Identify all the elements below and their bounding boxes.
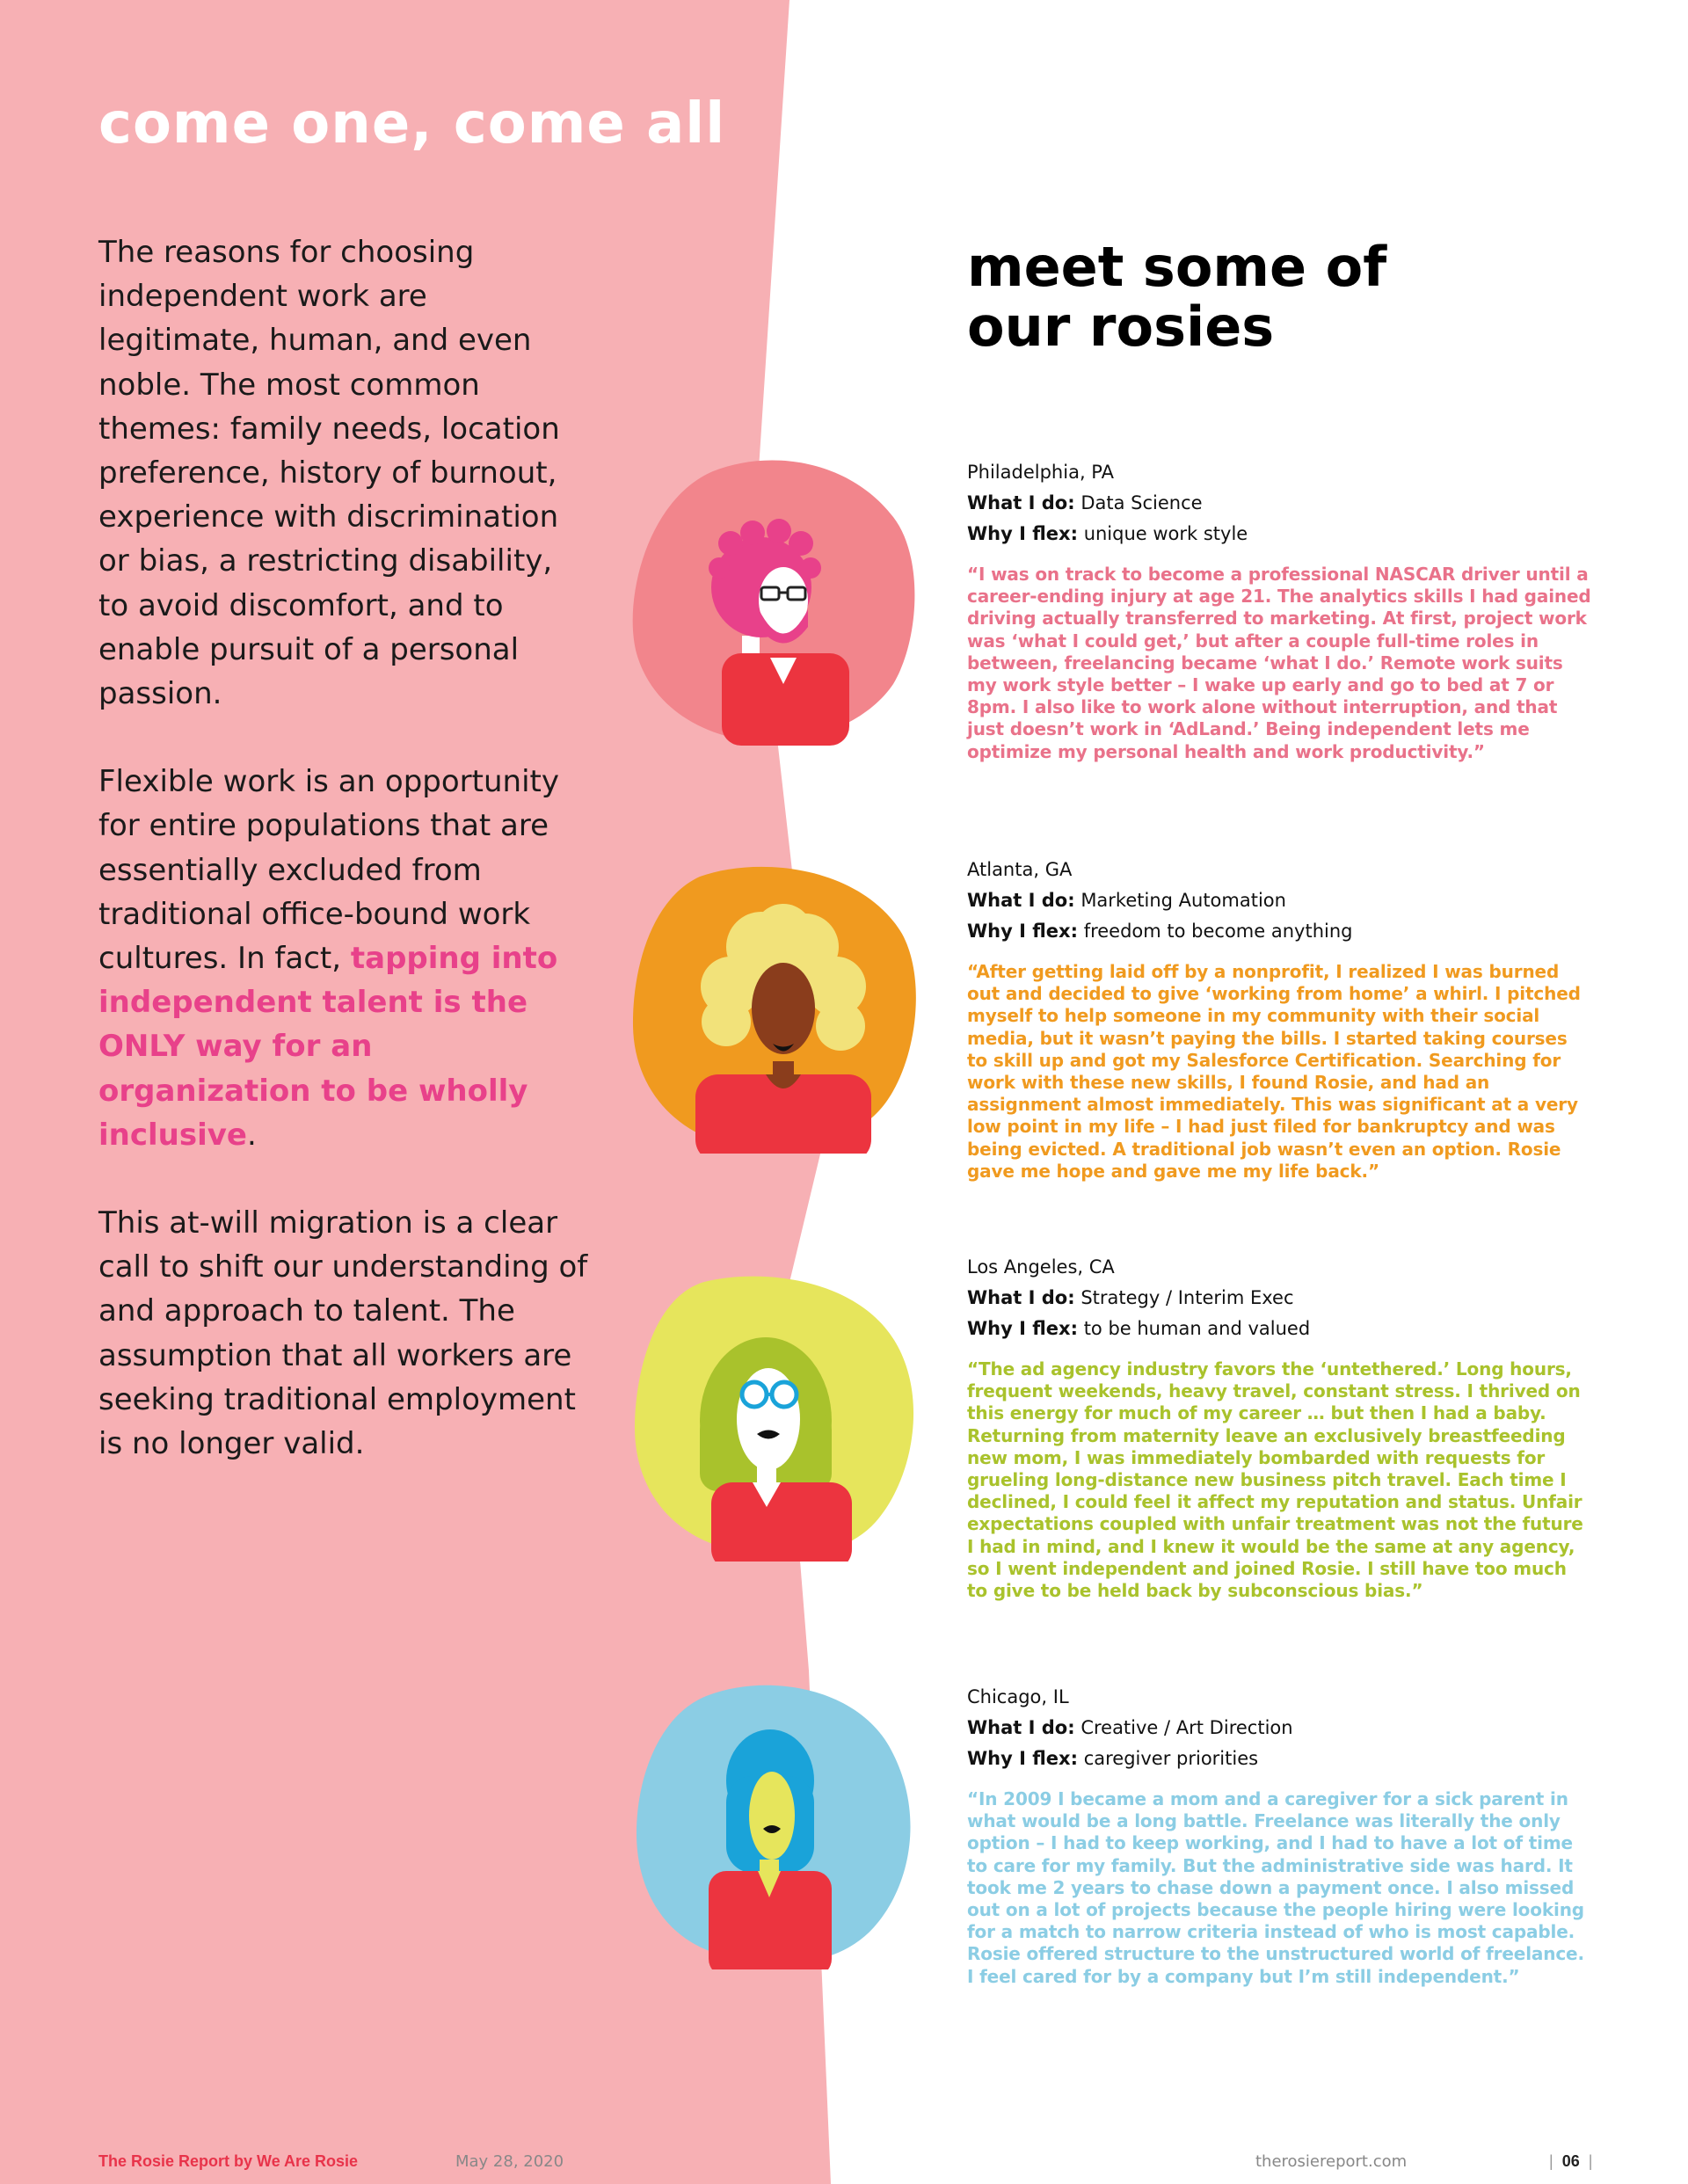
why-label: Why I flex: [967, 1748, 1078, 1769]
page-divider-right: | [1588, 2152, 1593, 2170]
why-label: Why I flex: [967, 523, 1078, 544]
page-number: 06 [1561, 2152, 1580, 2170]
profile-card-chicago [967, 1682, 1591, 1988]
profile-quote: “After getting laid off by a nonprofit, I realized I was burned out and decided to give ‘working from home’ a whirl. I pitched myself to help someone in my community with their social media, but it wasn’t paying the bills. I started taking courses to skill up and got my Salesforce Certification. Searching for work with these new skills, I found Rosie, and had an assignment almost immediately. This was significant at a very low point in my life – I had just filed for bankruptcy and was being evicted. A traditional job wasn’t even an option. Rosie gave me hope and gave me my life back.” [967, 961, 1581, 1182]
why-label: Why I flex: [967, 1318, 1078, 1339]
profile-quote: “In 2009 I became a mom and a caregiver for a sick parent in what would be a long battle. Freelance was literally the only option – I had to keep working, and I had to have a lot of time to care for my family. But the administrative side was hard. It took me 2 years to chase down a payment once. I also missed out on a lot of projects because the people hiring were looking for a match to narrow criteria instead of who is most capable. Rosie offered structure to the unstructured world of freelance. I feel cared for by a company but I’m still independent.” [967, 1788, 1584, 1987]
profile-what-i-do [967, 1713, 1591, 1744]
profile-why-i-flex [967, 916, 1591, 947]
profile-location: Chicago, IL [967, 1686, 1069, 1707]
footer-site-link[interactable]: therosiereport.com [1255, 2152, 1408, 2171]
intro-text [98, 230, 591, 1510]
profile-card-atlanta [967, 855, 1591, 1183]
what-label: What I do: [967, 492, 1075, 513]
what-value: Marketing Automation [1080, 890, 1286, 911]
what-label: What I do: [967, 1717, 1075, 1738]
page-divider-left: | [1549, 2152, 1553, 2170]
avatar-orange-curly-hair-woman-icon [629, 863, 920, 1154]
profile-card-los-angeles [967, 1252, 1591, 1602]
footer-date: May 28, 2020 [455, 2152, 564, 2171]
footer-page-number [1540, 2152, 1601, 2173]
profile-what-i-do [967, 488, 1591, 519]
why-value: freedom to become anything [1083, 921, 1353, 942]
what-value: Data Science [1080, 492, 1203, 513]
avatar-pink-bearded-man-icon [629, 455, 920, 746]
why-value: unique work style [1083, 523, 1248, 544]
avatar-yellow-glasses-woman-icon [629, 1271, 920, 1562]
inclusion-highlight: tapping into independent talent is the ONLY way for an organization to be wholly inclusive [98, 941, 558, 1153]
what-label: What I do: [967, 890, 1075, 911]
section-title: meet some of our rosies [967, 235, 1387, 359]
profile-what-i-do [967, 885, 1591, 916]
footer-brand: The Rosie Report by We Are Rosie [98, 2152, 359, 2170]
intro-paragraph-2-text: Flexible work is an opportunity for entire populations that are essentially excluded from traditional office-bound work cultures. In fact, [98, 764, 559, 977]
profile-quote: “The ad agency industry favors the ‘untethered.’ Long hours, frequent weekends, heavy travel, constant stress. I thrived on this energy for much of my career … but then I had a baby. Returning from maternity leave an exclusively breastfeeding new mom, I was immediately bombarded with requests for grueling long-distance new business pitch travel. Each time I declined, I could feel it affect my reputation and status. Unfair expectations coupled with unfair treatment was not the future I had in mind, and I knew it would be the same at any agency, so I went independent and joined Rosie. I still have too much to give to be held back by subconscious bias.” [967, 1358, 1583, 1602]
why-value: caregiver priorities [1083, 1748, 1259, 1769]
profile-card-philadelphia [967, 457, 1591, 763]
intro-paragraph-2-end: . [247, 1117, 257, 1153]
page-title: come one, come all [98, 91, 726, 157]
profile-location: Los Angeles, CA [967, 1256, 1115, 1278]
profile-why-i-flex [967, 519, 1591, 550]
why-label: Why I flex: [967, 921, 1078, 942]
profile-what-i-do [967, 1283, 1591, 1314]
intro-paragraph-1: The reasons for choosing independent work are legitimate, human, and even noble. The most common themes: family needs, location preference, history of burnout, experience with discrimination or bias, a restricting disability, to avoid discomfort, and to enable pursuit of a personal passion. [98, 235, 560, 712]
profile-location: Philadelphia, PA [967, 462, 1114, 483]
why-value: to be human and valued [1083, 1318, 1311, 1339]
profile-why-i-flex [967, 1314, 1591, 1344]
profile-why-i-flex [967, 1744, 1591, 1774]
what-value: Creative / Art Direction [1080, 1717, 1293, 1738]
what-value: Strategy / Interim Exec [1080, 1287, 1294, 1308]
profile-location: Atlanta, GA [967, 859, 1073, 880]
intro-paragraph-3: This at-will migration is a clear call to shift our understanding of and approach to talent. The assumption that all workers are seeking traditional employment is no longer valid. [98, 1205, 588, 1462]
profile-quote: “I was on track to become a professional NASCAR driver until a career-ending injury at age 21. The analytics skills I had gained driving actually transferred to marketing. At first, project work was ‘what I could get,’ but after a couple full-time roles in between, freelancing became ‘what I do.’ Remote work suits my work style better – I wake up early and go to bed at 7 or 8pm. I also like to work alone without interruption, and that just doesn’t work in ‘AdLand.’ Being independent lets me optimize my personal health and work productivity.” [967, 564, 1591, 762]
avatar-blue-hair-woman-icon [629, 1679, 920, 1969]
intro-paragraph-2 [98, 760, 591, 1157]
what-label: What I do: [967, 1287, 1075, 1308]
